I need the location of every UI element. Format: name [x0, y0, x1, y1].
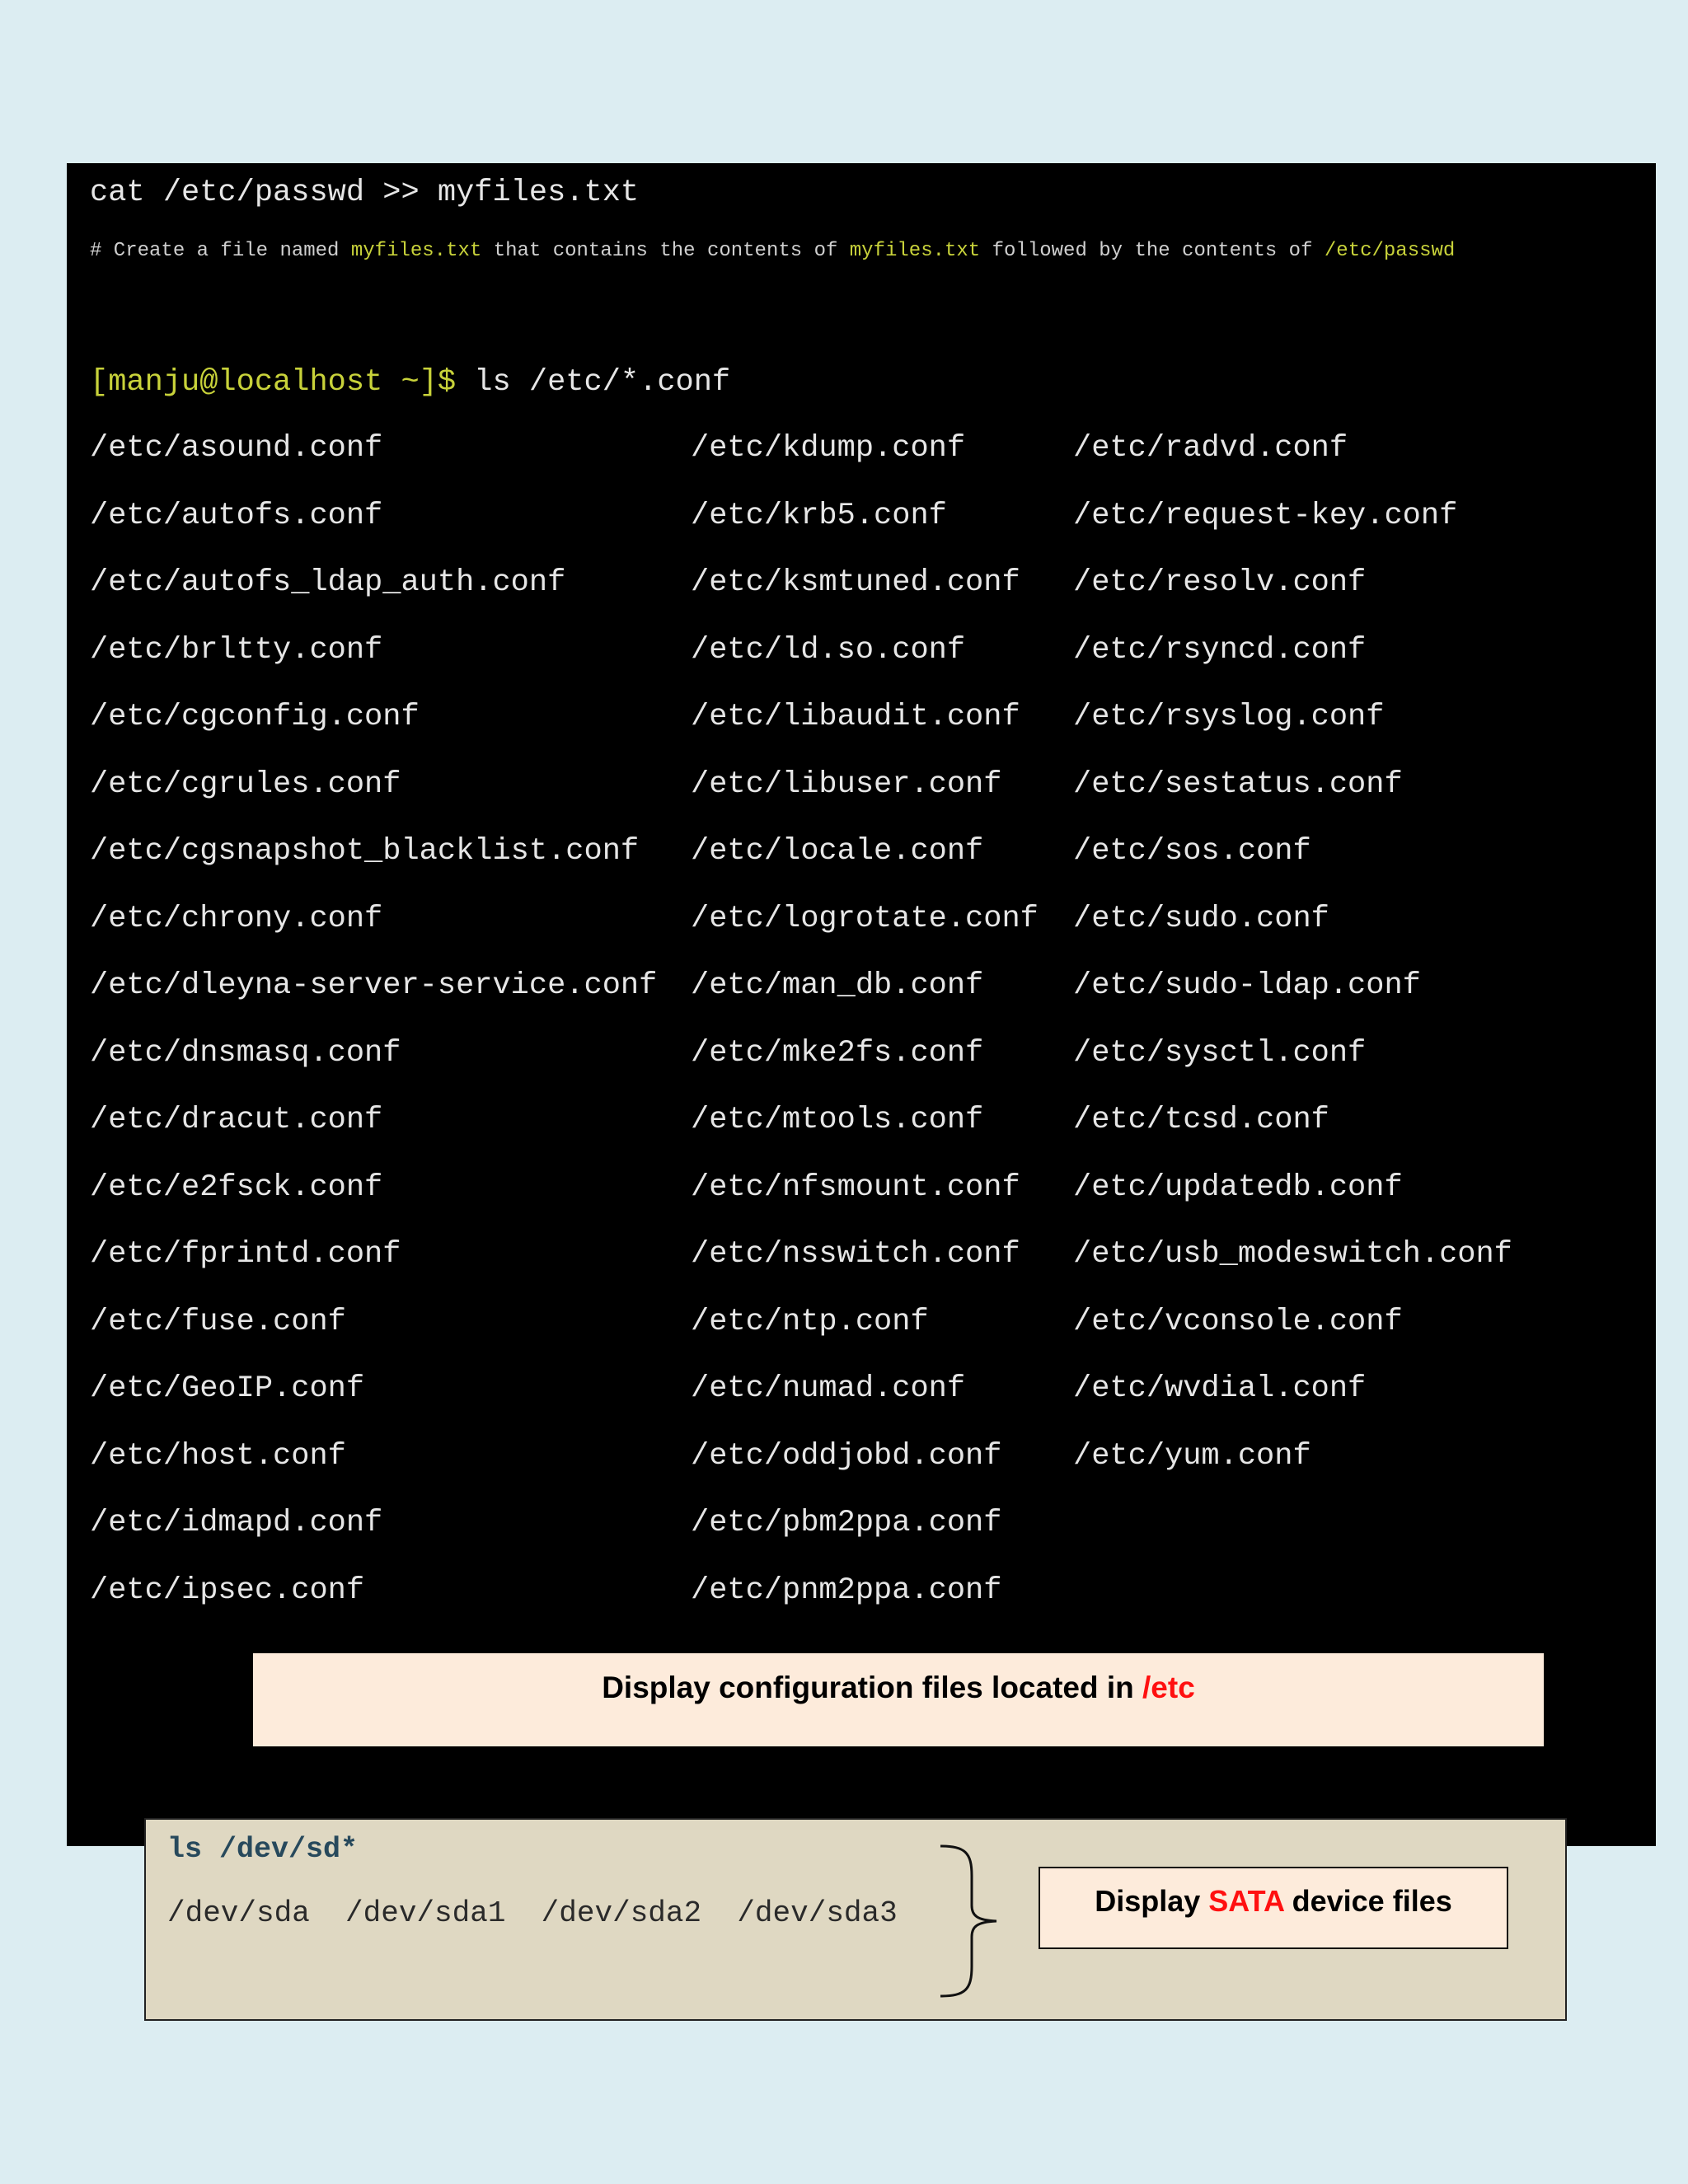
- ls-command: ls /etc/*.conf: [456, 365, 731, 400]
- file-list-item: /etc/sysctl.conf: [1073, 1035, 1367, 1071]
- file-list-item: /etc/krb5.conf: [691, 498, 947, 533]
- file-list-item: /etc/tcsd.conf: [1073, 1103, 1329, 1137]
- file-list-item: /etc/idmapd.conf: [90, 1506, 383, 1540]
- etc-caption-highlight: /etc: [1142, 1671, 1195, 1704]
- file-list-item: /etc/kdump.conf: [691, 431, 966, 466]
- comment-middle-2: followed by the contents of: [980, 240, 1325, 262]
- file-list-item: /etc/dleyna-server-service.conf: [90, 968, 658, 1003]
- comment-file-1: myfiles.txt: [350, 240, 482, 262]
- etc-caption-box: [253, 1653, 1544, 1746]
- file-list-item: /etc/wvdial.conf: [1073, 1371, 1367, 1406]
- file-list-item: /etc/cgconfig.conf: [90, 700, 420, 734]
- file-list-item: /etc/brltty.conf: [90, 632, 383, 668]
- ls-command-line: [90, 364, 730, 401]
- file-list-item: /etc/chrony.conf: [90, 901, 383, 936]
- file-list-item: /etc/e2fsck.conf: [90, 1169, 383, 1205]
- file-list-item: /etc/pbm2ppa.conf: [691, 1506, 1002, 1540]
- file-list-item: /etc/fuse.conf: [90, 1304, 346, 1339]
- sata-caption-before: Display: [1095, 1884, 1209, 1918]
- shell-prompt: [manju@localhost ~]$: [90, 365, 457, 400]
- curly-brace-icon: [937, 1844, 1003, 1998]
- file-list-item: /etc/pnm2ppa.conf: [691, 1572, 1002, 1608]
- file-list-item: /etc/dracut.conf: [90, 1103, 383, 1137]
- comment-middle-1: that contains the contents of: [481, 240, 850, 262]
- file-list-item: /etc/usb_modeswitch.conf: [1073, 1237, 1512, 1272]
- file-list-item: /etc/numad.conf: [691, 1371, 966, 1406]
- file-list-item: /etc/updatedb.conf: [1073, 1169, 1403, 1205]
- file-list-item: /etc/libuser.conf: [691, 766, 1002, 802]
- file-list-item: /etc/mke2fs.conf: [691, 1035, 984, 1071]
- sata-caption-after: device files: [1283, 1884, 1452, 1918]
- file-list-item: /etc/nfsmount.conf: [691, 1169, 1020, 1205]
- file-list-item: /etc/dnsmasq.conf: [90, 1035, 401, 1071]
- sata-caption-box: [1039, 1867, 1508, 1949]
- file-list-item: /etc/vconsole.conf: [1073, 1304, 1403, 1339]
- device-files-box: [144, 1818, 1567, 2021]
- file-list-item: /etc/autofs_ldap_auth.conf: [90, 565, 566, 600]
- file-list-item: /etc/rsyslog.conf: [1073, 700, 1385, 734]
- file-list-column-3: [1073, 430, 1512, 1505]
- file-list-item: /etc/ld.so.conf: [691, 632, 966, 668]
- terminal-window: [67, 163, 1656, 1846]
- file-list-column-1: [90, 430, 657, 1639]
- file-list-item: /etc/asound.conf: [90, 431, 383, 466]
- file-list-item: /etc/mtools.conf: [691, 1103, 984, 1137]
- comment-file-2: myfiles.txt: [849, 240, 981, 262]
- file-list-item: /etc/autofs.conf: [90, 498, 383, 533]
- file-list-item: /etc/cgrules.conf: [90, 766, 401, 802]
- file-list-item: /etc/ksmtuned.conf: [691, 565, 1020, 600]
- comment-file-3: /etc/passwd: [1324, 240, 1456, 262]
- file-list-item: /etc/oddjobd.conf: [691, 1438, 1002, 1474]
- file-list-item: /etc/fprintd.conf: [90, 1237, 401, 1272]
- file-list-column-2: [691, 430, 1039, 1639]
- file-list-item: /etc/GeoIP.conf: [90, 1371, 365, 1406]
- sata-caption-highlight: SATA: [1208, 1884, 1284, 1918]
- file-list-item: /etc/sudo.conf: [1073, 901, 1329, 936]
- file-list-item: /etc/yum.conf: [1073, 1438, 1311, 1474]
- file-list-item: /etc/nsswitch.conf: [691, 1237, 1020, 1272]
- file-list-item: /etc/host.conf: [90, 1438, 346, 1474]
- file-list-item: /etc/logrotate.conf: [691, 901, 1039, 936]
- file-list-item: /etc/sudo-ldap.conf: [1073, 968, 1421, 1003]
- file-list-item: /etc/cgsnapshot_blacklist.conf: [90, 834, 640, 869]
- cat-command: cat /etc/passwd >> myfiles.txt: [90, 176, 640, 210]
- command-comment: [90, 239, 1455, 264]
- file-list-item: /etc/locale.conf: [691, 834, 984, 869]
- etc-caption-text: Display configuration files located in: [602, 1671, 1143, 1704]
- dev-command: ls /dev/sd*: [167, 1833, 359, 1866]
- comment-prefix: # Create a file named: [90, 240, 351, 262]
- file-list-item: /etc/resolv.conf: [1073, 565, 1367, 600]
- file-list-item: /etc/libaudit.conf: [691, 700, 1020, 734]
- file-list-item: /etc/radvd.conf: [1073, 431, 1348, 466]
- file-list-item: /etc/ntp.conf: [691, 1304, 929, 1339]
- file-list-item: /etc/request-key.conf: [1073, 498, 1458, 533]
- file-list-item: /etc/sos.conf: [1073, 834, 1311, 869]
- dev-file-list: /dev/sda /dev/sda1 /dev/sda2 /dev/sda3: [167, 1896, 898, 1930]
- file-list-item: /etc/man_db.conf: [691, 968, 984, 1003]
- file-list-item: /etc/sestatus.conf: [1073, 766, 1403, 802]
- file-list-item: /etc/ipsec.conf: [90, 1572, 365, 1608]
- file-list-item: /etc/rsyncd.conf: [1073, 632, 1367, 668]
